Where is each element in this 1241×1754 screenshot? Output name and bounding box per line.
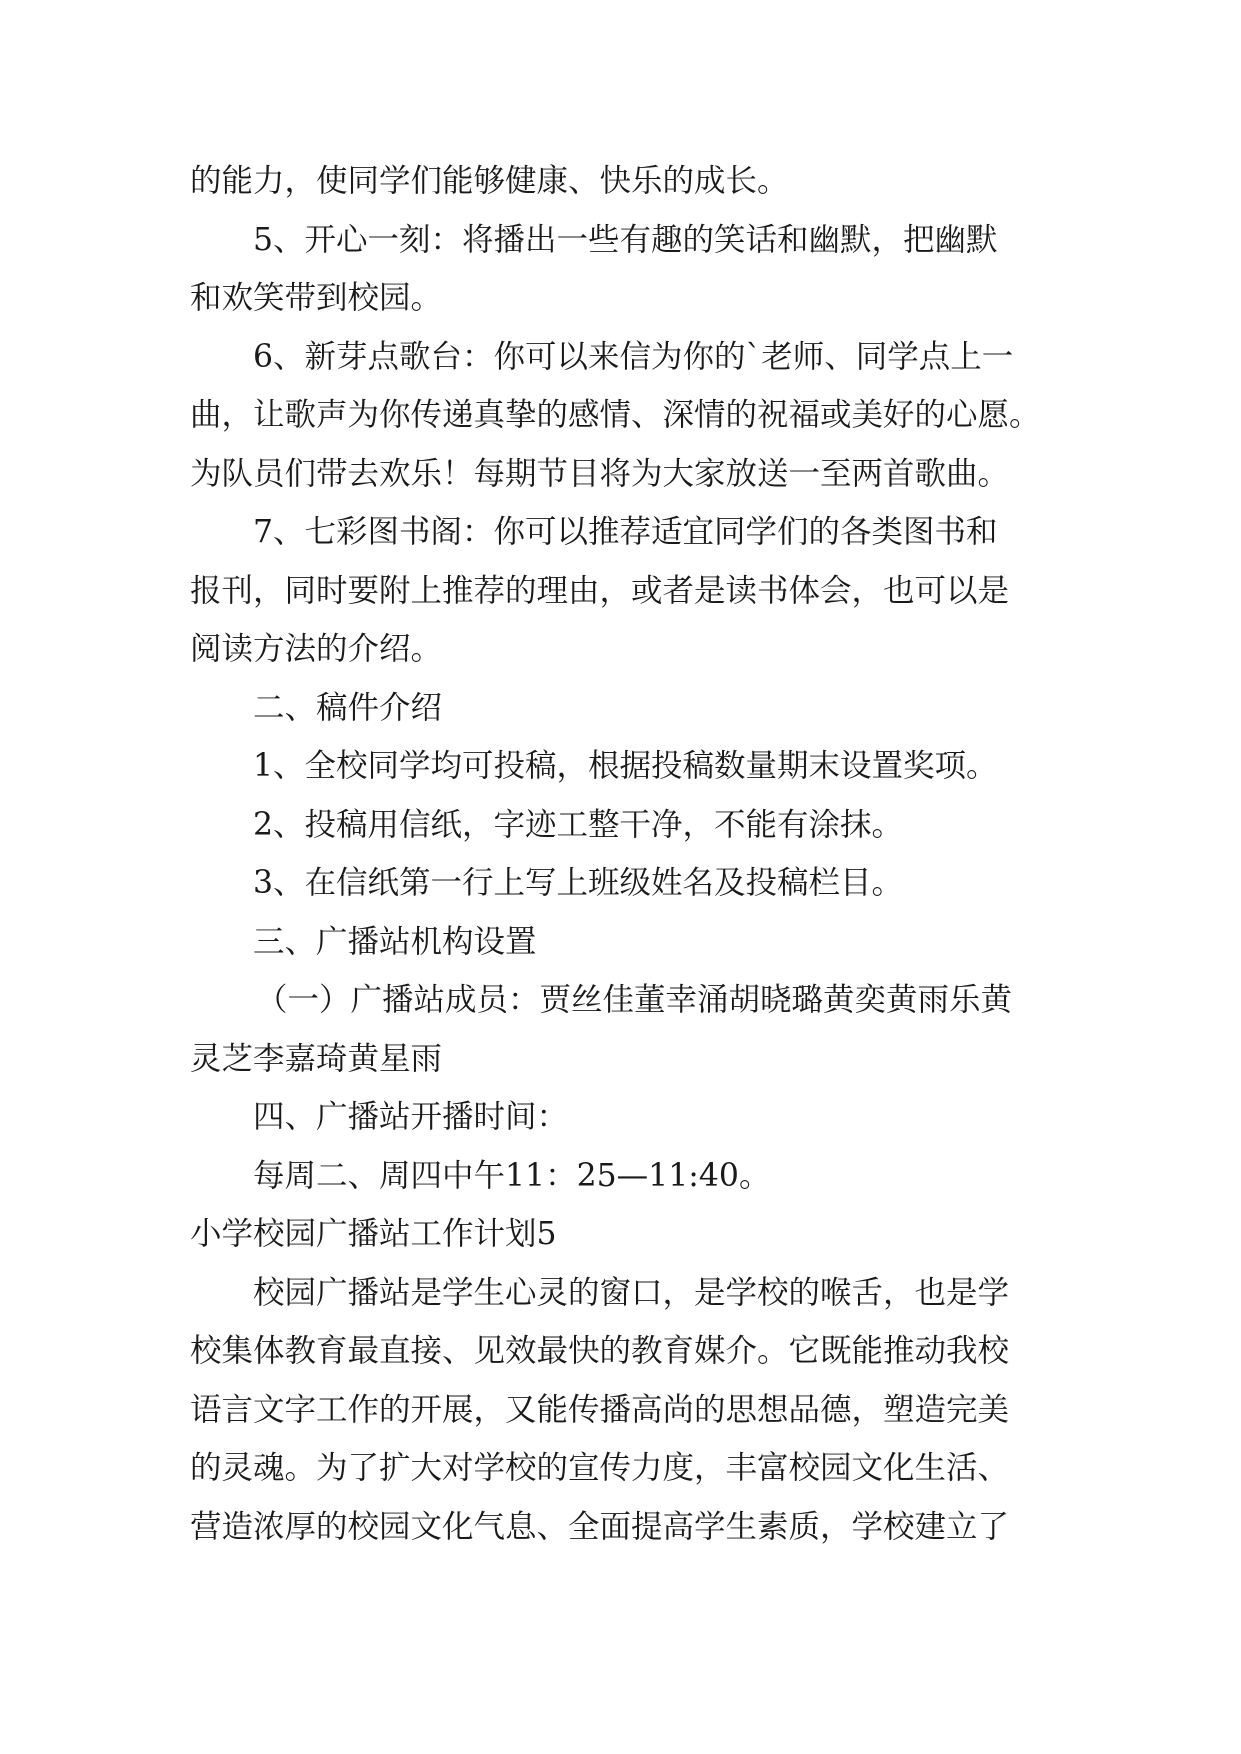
- section-heading: 四、广播站开播时间：: [253, 1099, 569, 1135]
- text-line: 6、新芽点歌台：你可以来信为你的`老师、同学点上一: [253, 338, 1014, 375]
- text-line: 曲，让歌声为你传递真挚的感情、深情的祝福或美好的心愿。: [190, 397, 1041, 433]
- text-line: 校园广播站是学生心灵的窗口，是学校的喉舌，也是学: [253, 1274, 1010, 1311]
- text-line: 灵芝李嘉琦黄星雨: [190, 1040, 443, 1077]
- section-heading: 二、稿件介绍: [253, 689, 443, 726]
- text-line: 语言文字工作的开展，又能传播高尚的思想品德，塑造完美: [190, 1391, 1010, 1428]
- text-line: 的能力，使同学们能够健康、快乐的成长。: [190, 163, 789, 199]
- document-title: 小学校园广播站工作计划5: [190, 1216, 557, 1252]
- text-line: 和欢笑带到校园。: [190, 280, 443, 316]
- section-heading: 三、广播站机构设置: [253, 923, 537, 960]
- text-line: 5、开心一刻：将播出一些有趣的笑话和幽默，把幽默: [253, 221, 998, 258]
- text-line: 报刊，同时要附上推荐的理由，或者是读书体会，也可以是: [190, 572, 1010, 609]
- document-body: [190, 152, 1070, 1556]
- text-line: 1、全校同学均可投稿，根据投稿数量期末设置奖项。: [253, 748, 998, 784]
- text-line: 的灵魂。为了扩大对学校的宣传力度，丰富校园文化生活、: [190, 1450, 1010, 1486]
- text-line: 营造浓厚的校园文化气息、全面提高学生素质，学校建立了: [190, 1508, 1010, 1545]
- text-line: 每周二、周四中午11：25—11:40。: [253, 1157, 771, 1194]
- text-line: 阅读方法的介绍。: [190, 631, 443, 667]
- text-line: 3、在信纸第一行上写上班级姓名及投稿栏目。: [253, 865, 904, 901]
- text-line: 为队员们带去欢乐！每期节目将为大家放送一至两首歌曲。: [190, 455, 1010, 492]
- text-line: （一）广播站成员：贾丝佳董幸涌胡晓璐黄奕黄雨乐黄: [256, 982, 1013, 1018]
- text-line: 2、投稿用信纸，字迹工整干净，不能有涂抹。: [253, 806, 904, 843]
- text-line: 校集体教育最直接、见效最快的教育媒介。它既能推动我校: [190, 1333, 1010, 1369]
- text-line: 7、七彩图书阁：你可以推荐适宜同学们的各类图书和: [253, 514, 998, 550]
